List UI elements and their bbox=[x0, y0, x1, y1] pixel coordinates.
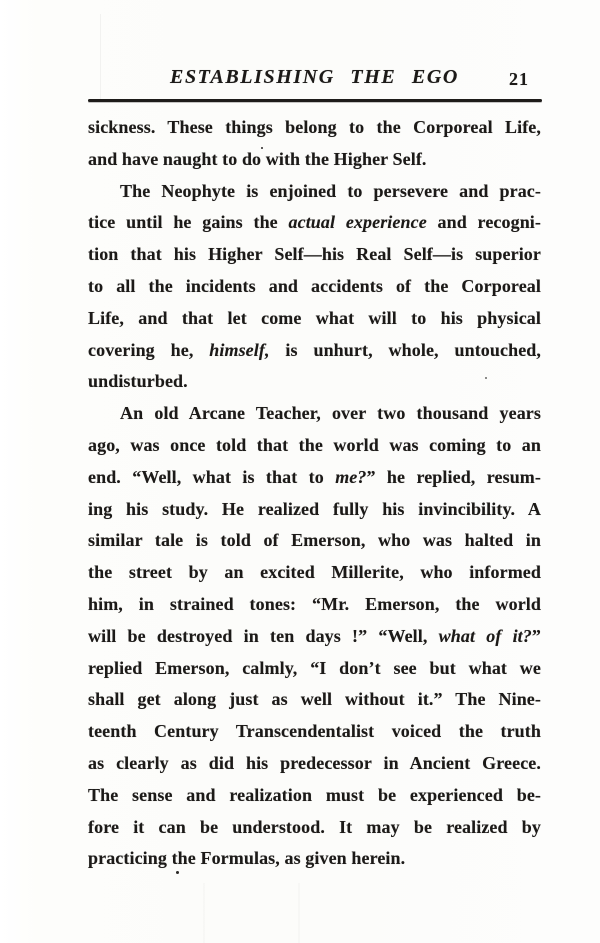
text-line bbox=[88, 366, 541, 398]
text-segment: tice until he gains the bbox=[88, 212, 289, 233]
text-line bbox=[88, 653, 541, 685]
header-rule bbox=[88, 99, 542, 102]
text-line bbox=[88, 621, 541, 653]
text-segment: end. “Well, what is that to bbox=[88, 466, 336, 487]
text-segment: similar tale is told of Emerson, who was halted in bbox=[88, 530, 541, 551]
text-line bbox=[88, 144, 541, 176]
page-number: 21 bbox=[509, 69, 529, 89]
italic-phrase: what of it? bbox=[438, 625, 532, 646]
text-segment: ” bbox=[531, 625, 541, 646]
text-segment: him, in strained tones: “Mr. Emerson, the world bbox=[88, 593, 541, 614]
text-segment: to all the incidents and accidents of the Corporeal bbox=[88, 275, 541, 296]
text-segment: practicing the Formulas, as given herein. bbox=[88, 848, 406, 869]
text-segment: covering he, bbox=[88, 339, 210, 360]
text-segment: ing his study. He realized fully his invincibility. A bbox=[88, 498, 541, 519]
text-line bbox=[88, 303, 541, 335]
text-segment: replied Emerson, calmly, “I don’t see but what we bbox=[88, 657, 541, 678]
text-line bbox=[88, 271, 541, 303]
text-line bbox=[88, 398, 541, 430]
text-line bbox=[88, 557, 541, 589]
text-line bbox=[88, 239, 541, 271]
text-segment: sickness. These things belong to the Corporeal Life, bbox=[88, 117, 541, 137]
text-segment: teenth Century Transcendentalist voiced the truth bbox=[88, 721, 541, 742]
text-segment: tion that his Higher Self—his Real Self—is superior bbox=[88, 244, 541, 265]
text-segment: ” he replied, resum- bbox=[366, 466, 541, 487]
text-line bbox=[88, 207, 541, 239]
text-segment: The Neophyte is enjoined to persevere and prac- bbox=[120, 180, 541, 201]
text-segment: fore it can be understood. It may be realized by bbox=[88, 816, 541, 837]
running-header-title: ESTABLISHING THE EGO bbox=[170, 66, 459, 88]
text-segment: undisturbed. bbox=[88, 371, 188, 392]
text-line bbox=[88, 462, 541, 494]
text-segment: and recogni- bbox=[426, 212, 542, 233]
scan-streak bbox=[298, 883, 300, 943]
paragraph bbox=[88, 112, 541, 176]
text-segment: the street by an excited Millerite, who informed bbox=[88, 562, 541, 583]
text-segment: and have naught to do with the Higher Self. bbox=[88, 148, 427, 169]
text-segment: as clearly as did his predecessor in Ancient Greece. bbox=[88, 752, 541, 773]
text-line bbox=[88, 589, 541, 621]
italic-phrase: actual experience bbox=[288, 212, 427, 233]
text-line bbox=[88, 716, 541, 748]
text-segment: The sense and realization must be experienced be- bbox=[88, 784, 541, 805]
text-segment: is unhurt, whole, untouched, bbox=[269, 339, 541, 360]
text-segment: Life, and that let come what will to his physical bbox=[88, 307, 541, 328]
text-line bbox=[88, 176, 541, 208]
italic-phrase: me? bbox=[335, 466, 367, 487]
text-line bbox=[88, 525, 541, 557]
text-segment: will be destroyed in ten days !” “Well, bbox=[88, 625, 439, 646]
scan-speck bbox=[485, 377, 487, 379]
text-line bbox=[88, 684, 541, 716]
text-line bbox=[88, 812, 541, 844]
text-segment: shall get along just as well without it.” The Nine- bbox=[88, 689, 541, 710]
text-line bbox=[88, 843, 541, 875]
text-line bbox=[88, 430, 541, 462]
italic-phrase: himself, bbox=[209, 339, 270, 360]
scan-speck bbox=[261, 147, 263, 149]
paragraph bbox=[88, 398, 541, 875]
text-line bbox=[88, 748, 541, 780]
scan-speck bbox=[176, 871, 179, 874]
scan-streak bbox=[203, 883, 205, 943]
running-header bbox=[88, 66, 541, 96]
text-line bbox=[88, 335, 541, 367]
text-line bbox=[88, 494, 541, 526]
text-line bbox=[88, 780, 541, 812]
text-segment: ago, was once told that the world was coming to an bbox=[88, 434, 541, 455]
text-line bbox=[88, 112, 541, 144]
paragraph bbox=[88, 176, 541, 399]
page-body bbox=[88, 112, 541, 875]
text-segment: An old Arcane Teacher, over two thousand years bbox=[120, 403, 541, 424]
